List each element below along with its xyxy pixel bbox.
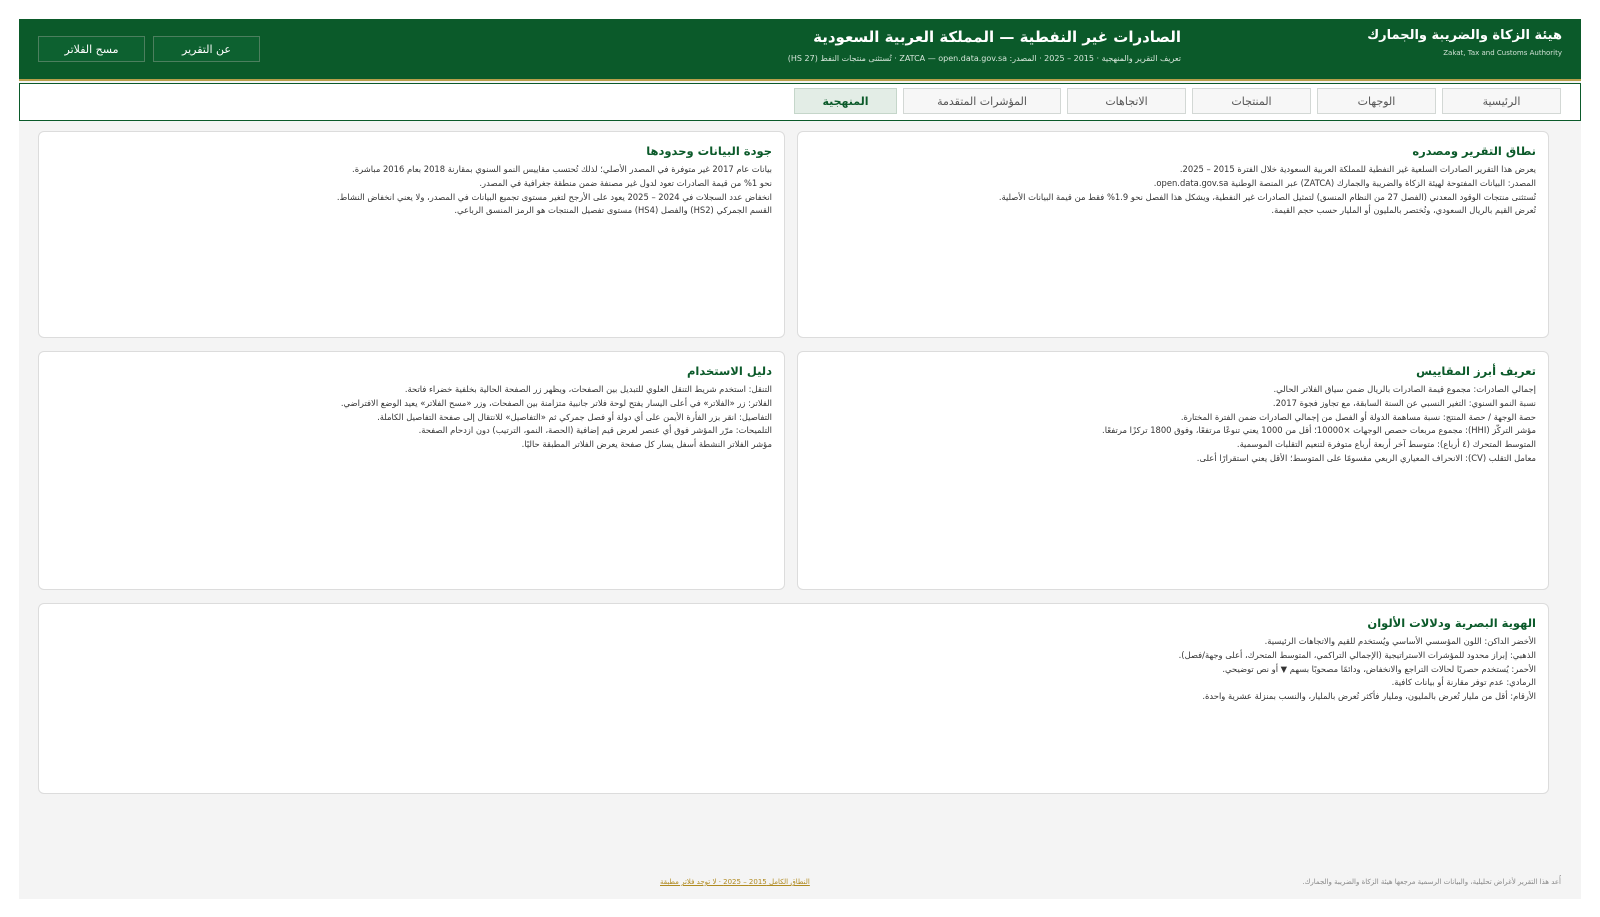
list-item: الأحمر: يُستخدم حصريًا لحالات التراجع والانخفاض، ودائمًا مصحوبًا بسهم ▼ أو نص توضيحي. <box>1222 663 1536 674</box>
list-item: انخفاض عدد السجلات في 2024 – 2025 يعود على الأرجح لتغير مستوى تجميع البيانات في المصدر، ولا يعني انخفاض النشاط. <box>336 191 772 202</box>
list-item: التنقل: استخدم شريط التنقل العلوي للتبديل بين الصفحات، ويظهر زر الصفحة الحالية بخلفية خضراء فاتحة. <box>404 384 772 394</box>
list-item: الأرقام: أقل من مليار تُعرض بالمليون، ومليار فأكثر تُعرض بالمليار، والنسب بمنزلة عشرية واحدة. <box>1202 691 1536 702</box>
list-item: الرمادي: عدم توفر مقارنة أو بيانات كافية. <box>1391 677 1536 688</box>
list-item: بيانات عام 2017 غير متوفرة في المصدر الأصلي؛ لذلك تُحتسب مقاييس النمو السنوي بمقارنة 2018 بعام 2016 مباشرة. <box>352 164 772 174</box>
list-item: إجمالي الصادرات: مجموع قيمة الصادرات بالريال ضمن سياق الفلاتر الحالي. <box>1273 384 1536 394</box>
list-item: حصة الوجهة / حصة المنتج: نسبة مساهمة الدولة أو الفصل من إجمالي الصادرات ضمن الفترة المختارة. <box>1180 411 1536 422</box>
page-subtitle: تعريف التقرير والمنهجية · 2015 – 2025 · المصدر: ZATCA — open.data.gov.sa · تُستثنى منتجات النفط (HS 27) <box>787 54 1181 63</box>
list-item: الفلاتر: زر «الفلاتر» في أعلى اليسار يفتح لوحة فلاتر جانبية متزامنة بين الصفحات، وزر «مسح الفلاتر» يعيد الوضع الافتراضي. <box>340 397 772 408</box>
page-title: الصادرات غير النفطية — المملكة العربية السعودية <box>813 28 1181 46</box>
list-item: نسبة النمو السنوي: التغير النسبي عن السنة السابقة، مع تجاوز فجوة 2017. <box>1272 397 1536 408</box>
card-title: الهوية البصرية ودلالات الألوان <box>1367 616 1536 630</box>
active-filters-indicator[interactable]: النطاق الكامل 2015 – 2025 · لا توجد فلاتر مطبقة <box>660 878 810 886</box>
list-item: مؤشر التركّز (HHI): مجموع مربعات حصص الوجهات ×10000؛ أقل من 1000 يعني تنوعًا مرتفعًا، وفوق 1800 تركزًا مرتفعًا. <box>1102 425 1536 436</box>
card-metrics-definitions <box>797 351 1549 590</box>
about-report-button[interactable]: عن التقرير <box>153 36 260 62</box>
list-item: تُستثنى منتجات الوقود المعدني (الفصل 27 من النظام المنسق) لتمثيل الصادرات غير النفطية، ويشكل هذا الفصل نحو 1.9% فقط من قيمة البيانات الأصلية. <box>998 191 1536 202</box>
org-name-ar: هيئة الزكاة والضريبة والجمارك <box>1367 28 1562 43</box>
top-nav <box>19 83 1581 121</box>
footer-note: أُعد هذا التقرير لأغراض تحليلية، والبيانات الرسمية مرجعها هيئة الزكاة والضريبة والجمارك. <box>1302 878 1561 886</box>
list-item: معامل التقلب (CV): الانحراف المعياري الربعي مقسومًا على المتوسط؛ الأقل يعني استقرارًا أعلى. <box>1196 452 1536 463</box>
list-item: الذهبي: إبراز محدود للمؤشرات الاستراتيجية (الإجمالي التراكمي، المتوسط المتحرك، أعلى وجهة/فصل). <box>1178 649 1536 660</box>
list-item: الأخضر الداكن: اللون المؤسسي الأساسي ويُستخدم للقيم والاتجاهات الرئيسية. <box>1264 636 1536 646</box>
list-item: تُعرض القيم بالريال السعودي، وتُختصر بالمليون أو المليار حسب حجم القيمة. <box>1271 205 1536 216</box>
clear-filters-button[interactable]: مسح الفلاتر <box>38 36 145 62</box>
card-title: نطاق التقرير ومصدره <box>1412 144 1536 158</box>
card-title: جودة البيانات وحدودها <box>646 144 772 158</box>
list-item: التلميحات: مرّر المؤشر فوق أي عنصر لعرض قيم إضافية (الحصة، النمو، الترتيب) دون ازدحام الصفحة. <box>418 425 772 436</box>
list-item: يعرض هذا التقرير الصادرات السلعية غير النفطية للمملكة العربية السعودية خلال الفترة 2015 – 2025. <box>1179 164 1536 174</box>
report-title-block <box>788 28 1181 63</box>
list-item: مؤشر الفلاتر النشطة أسفل يسار كل صفحة يعرض الفلاتر المطبقة حاليًا. <box>521 439 772 450</box>
tab-advanced-indicators[interactable]: المؤشرات المتقدمة <box>903 88 1061 114</box>
card-title: دليل الاستخدام <box>687 364 772 378</box>
header-bar <box>19 19 1581 81</box>
card-data-quality <box>38 131 785 338</box>
tab-products[interactable]: المنتجات <box>1192 88 1311 114</box>
card-scope <box>797 131 1549 338</box>
org-name-en: Zakat, Tax and Customs Authority <box>1443 49 1562 57</box>
list-item: القسم الجمركي (HS2) والفصل (HS4) مستوى تفصيل المنتجات هو الرمز المنسق الرباعي. <box>454 205 772 216</box>
card-user-guide <box>38 351 785 590</box>
nav-tabs <box>794 88 1561 114</box>
list-item: نحو 1% من قيمة الصادرات تعود لدول غير مصنفة ضمن منطقة جغرافية في المصدر. <box>479 177 772 188</box>
report-page <box>19 19 1581 899</box>
card-visual-identity <box>38 603 1549 794</box>
tab-home[interactable]: الرئيسية <box>1442 88 1561 114</box>
tab-methodology[interactable]: المنهجية <box>794 88 897 114</box>
list-item: المصدر: البيانات المفتوحة لهيئة الزكاة والضريبة والجمارك (ZATCA) عبر المنصة الوطنية open.data.gov.sa. <box>1153 177 1536 188</box>
org-logo <box>1367 28 1562 57</box>
list-item: التفاصيل: انقر بزر الفأرة الأيمن على أي دولة أو فصل جمركي ثم «التفاصيل» للانتقال إلى صفحة التفاصيل الكاملة. <box>377 411 772 422</box>
tab-destinations[interactable]: الوجهات <box>1317 88 1436 114</box>
tab-trends[interactable]: الاتجاهات <box>1067 88 1186 114</box>
list-item: المتوسط المتحرك (٤ أرباع): متوسط آخر أربعة أرباع متوفرة لتنعيم التقلبات الموسمية. <box>1236 439 1536 450</box>
card-title: تعريف أبرز المقاييس <box>1416 364 1536 378</box>
